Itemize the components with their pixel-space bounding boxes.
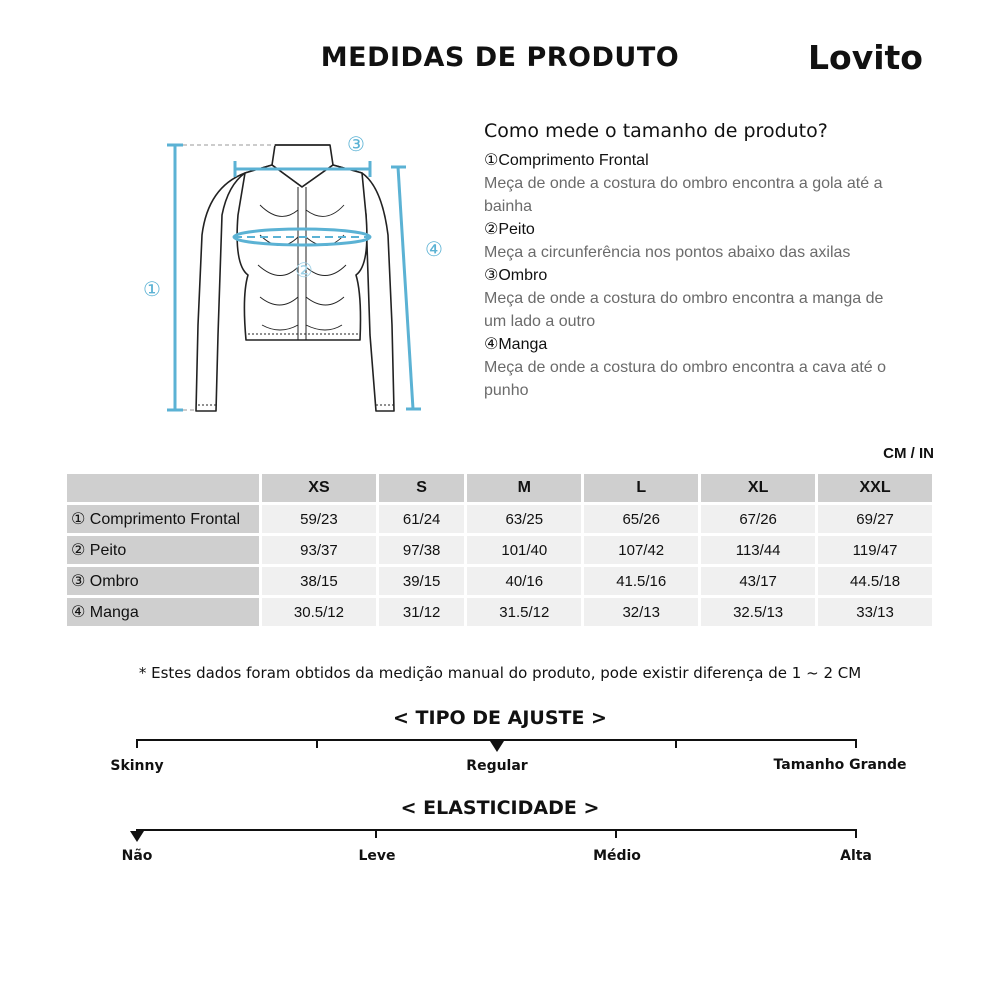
elasticity-scale-tick — [375, 829, 377, 838]
row-label: ② Peito — [67, 536, 259, 564]
table-cell: 63/25 — [467, 505, 581, 533]
table-cell: 65/26 — [584, 505, 698, 533]
sleeve-marker: ④ — [425, 237, 443, 261]
size-header-xs: XS — [262, 474, 376, 502]
fit-label-regular: Regular — [466, 758, 528, 774]
fit-scale-tick — [675, 739, 677, 748]
table-cell: 39/15 — [379, 567, 464, 595]
guide-item-shoulder — [484, 265, 904, 333]
shoulder-marker: ③ — [347, 132, 365, 156]
fit-scale-tick — [136, 739, 138, 748]
size-header-l: L — [584, 474, 698, 502]
fit-scale-tick — [316, 739, 318, 748]
table-row — [67, 505, 932, 533]
guide-item-desc: Meça de onde a costura do ombro encontra a gola até a bainha — [484, 175, 883, 215]
table-row — [67, 567, 932, 595]
elasticity-title: < ELASTICIDADE > — [400, 797, 600, 819]
measuring-guide — [484, 120, 904, 403]
fit-label-skinny: Skinny — [110, 758, 164, 774]
elasticity-scale-line — [136, 829, 857, 831]
size-header-xxl: XXL — [818, 474, 932, 502]
garment-measurement-diagram — [130, 125, 460, 425]
sleeve-line — [398, 167, 413, 409]
size-header-m: M — [467, 474, 581, 502]
page-title: MEDIDAS DE PRODUTO — [320, 42, 680, 73]
size-header-xl: XL — [701, 474, 815, 502]
guide-item-desc: Meça a circunferência nos pontos abaixo das axilas — [484, 244, 851, 261]
guide-item-desc: Meça de onde a costura do ombro encontra a cava até o punho — [484, 359, 887, 399]
table-cell: 101/40 — [467, 536, 581, 564]
brand-logo: Lovito — [808, 38, 923, 77]
table-cell: 113/44 — [701, 536, 815, 564]
guide-item-sleeve — [484, 334, 904, 402]
table-cell: 67/26 — [701, 505, 815, 533]
table-cell: 44.5/18 — [818, 567, 932, 595]
table-cell: 38/15 — [262, 567, 376, 595]
unit-label: CM / IN — [883, 445, 934, 462]
fit-label-oversized: Tamanho Grande — [773, 757, 907, 773]
table-cell: 69/27 — [818, 505, 932, 533]
row-label: ① Comprimento Frontal — [67, 505, 259, 533]
table-cell: 41.5/16 — [584, 567, 698, 595]
guide-item-desc: Meça de onde a costura do ombro encontra a manga de um lado a outro — [484, 290, 884, 330]
chest-marker: ② — [295, 258, 313, 282]
table-cell: 93/37 — [262, 536, 376, 564]
guide-item-front-length — [484, 150, 904, 218]
table-cell: 119/47 — [818, 536, 932, 564]
table-row — [67, 598, 932, 626]
guide-title: Como mede o tamanho de produto? — [484, 120, 828, 142]
elasticity-scale-tick — [615, 829, 617, 838]
table-corner-cell — [67, 474, 259, 502]
table-cell: 32.5/13 — [701, 598, 815, 626]
elasticity-label-light: Leve — [358, 848, 396, 864]
fit-selected-marker — [490, 741, 504, 752]
size-header-s: S — [379, 474, 464, 502]
guide-item-name: ①Comprimento Frontal — [484, 152, 649, 169]
table-cell: 31.5/12 — [467, 598, 581, 626]
table-cell: 61/24 — [379, 505, 464, 533]
size-header-row — [67, 474, 932, 502]
guide-item-name: ③Ombro — [484, 267, 548, 284]
guide-item-name: ②Peito — [484, 221, 535, 238]
guide-item-name: ④Manga — [484, 336, 548, 353]
front-length-marker: ① — [143, 277, 161, 301]
table-cell: 59/23 — [262, 505, 376, 533]
elasticity-label-none: Não — [121, 848, 153, 864]
table-cell: 32/13 — [584, 598, 698, 626]
row-label: ③ Ombro — [67, 567, 259, 595]
table-cell: 31/12 — [379, 598, 464, 626]
table-cell: 43/17 — [701, 567, 815, 595]
elasticity-selected-marker — [130, 831, 144, 842]
table-cell: 40/16 — [467, 567, 581, 595]
table-row — [67, 536, 932, 564]
table-cell: 107/42 — [584, 536, 698, 564]
table-cell: 33/13 — [818, 598, 932, 626]
elasticity-label-high: Alta — [840, 848, 872, 864]
row-label: ④ Manga — [67, 598, 259, 626]
elasticity-scale-tick — [855, 829, 857, 838]
table-cell: 30.5/12 — [262, 598, 376, 626]
fit-scale-tick — [855, 739, 857, 748]
fit-type-title: < TIPO DE AJUSTE > — [393, 707, 607, 729]
table-cell: 97/38 — [379, 536, 464, 564]
elasticity-label-medium: Médio — [593, 848, 641, 864]
measurement-note: * Estes dados foram obtidos da medição manual do produto, pode existir diferença de 1 ~ 2 CM — [138, 664, 862, 682]
size-table — [64, 471, 935, 629]
guide-item-chest — [484, 219, 904, 264]
